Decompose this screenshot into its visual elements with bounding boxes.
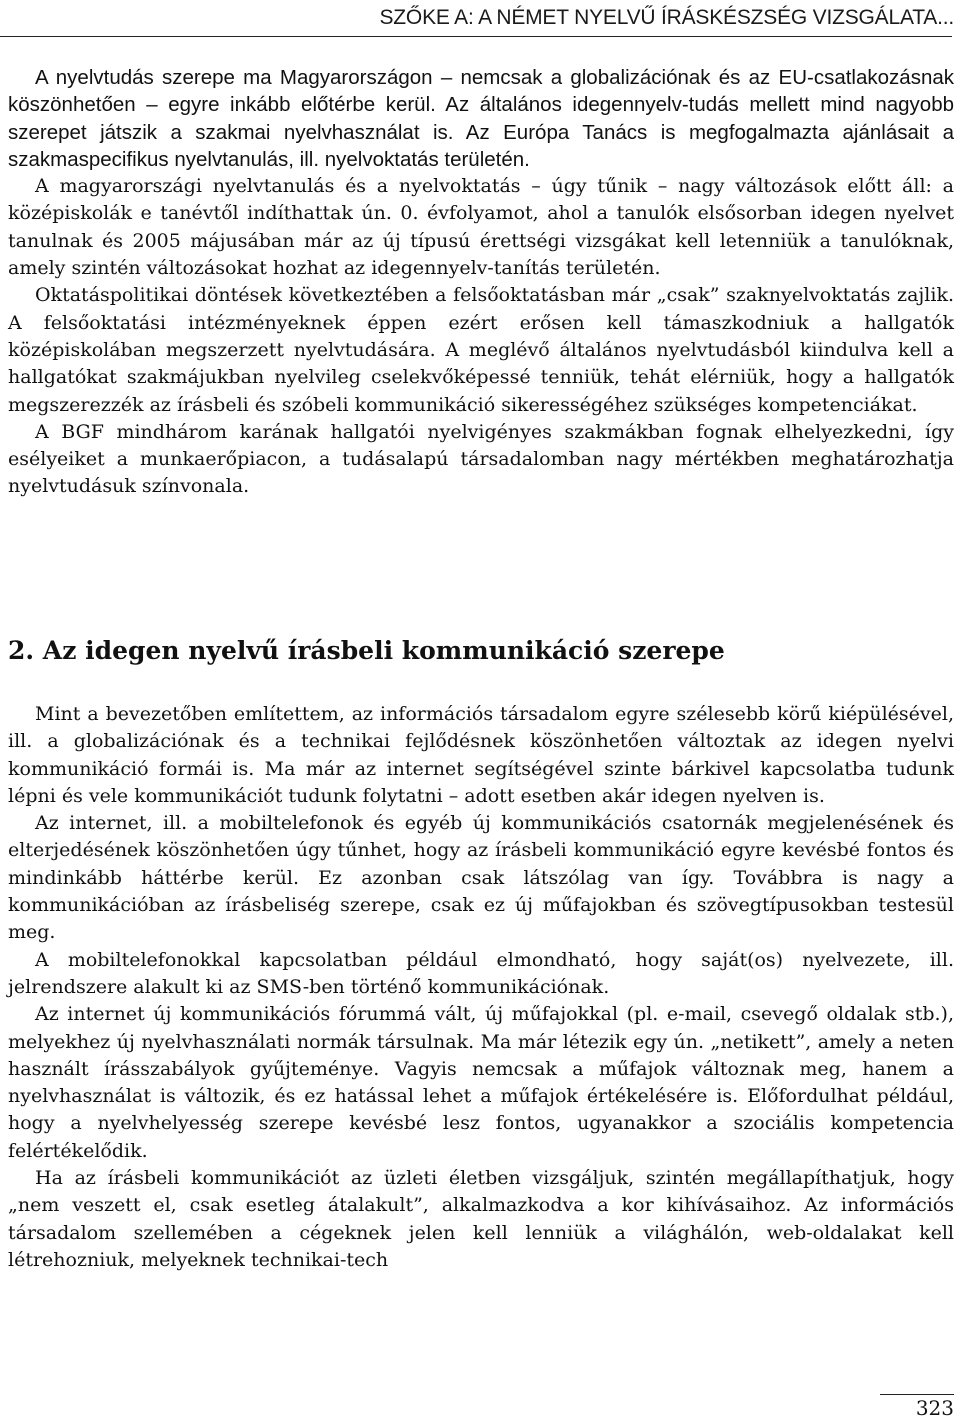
section-paragraph-3: A mobiltelefonokkal kapcsolatban például elmondható, hogy saját(os) nyelvezete, ill. jelrendszere alakult ki az SMS-ben történő kommunikációnak. bbox=[8, 948, 954, 998]
section-paragraph-2: Az internet, ill. a mobiltelefonok és egyéb új kommunikációs csatornák megjelenésének és elterjedésének köszönhetően úgy tűnhet, hogy az írásbeli kommunikáció egyre kevésbé fontos és mindinkább háttérbe kerül. Ez azonban csak látszólag van így. Továbbra is nagy a kommunikációban az írásbeliség szerepe, csak ez új műfajokban és szövegtípusokban testesül meg. bbox=[8, 812, 954, 944]
section-body bbox=[8, 701, 954, 1274]
intro-paragraph-1: A nyelvtudás szerepe ma Magyarországon – nemcsak a globalizációnak és az EU-csatlakozásnak köszönhetően – egyre inkább előtérbe kerül. Az általános idegennyelv-tudás mellett mind nagyobb szerepet játszik a szakmai nyelvhasználat is. Az Európa Tanács is megfogalmazta ajánlásait a szakmaspecifikus nyelvtanulás, ill. nyelvoktatás területén. bbox=[8, 66, 954, 171]
page-number: 323 bbox=[915, 1396, 954, 1420]
section-paragraph-5: Ha az írásbeli kommunikációt az üzleti életben vizsgáljuk, szintén megállapíthatjuk, hogy „nem veszett el, csak esetleg átalakult”, alkalmazkodva a kor kihívásaihoz. Az információs társadalom szellemében a cégeknek jelen kell lenniük a világhálón, web-oldalakat kell létrehozniuk, melyeknek technikai-tech bbox=[8, 1167, 954, 1271]
intro-paragraph-2: A magyarországi nyelvtanulás és a nyelvoktatás – úgy tűnik – nagy változások előtt áll: a középiskolák e tanévtől indíthattak ún. 0. évfolyamot, ahol a tanulók elsősorban idegen nyelvet tanulnak és 2005 májusában már az új típusú érettségi vizsgákat kell letenniük a tanulóknak, amely szintén változásokat hozhat az idegennyelv-tanítás területén. bbox=[8, 175, 954, 280]
header-rule bbox=[0, 36, 952, 37]
footer-rule bbox=[880, 1394, 954, 1395]
running-header: SZŐKE A: A NÉMET NYELVŰ ÍRÁSKÉSZSÉG VIZSGÁLATA... bbox=[379, 6, 954, 29]
section-paragraph-1: Mint a bevezetőben említettem, az információs társadalom egyre szélesebb körű kiépülésével, ill. a globalizációnak és a technikai fejlődésnek köszönhetően változtak az idegen nyelvi kommunikáció formái is. Ma már az internet segítségével szinte bárkivel kapcsolatba tudunk lépni és vele kommunikációt tudunk folytatni – adott esetben akár idegen nyelven is. bbox=[8, 703, 954, 807]
section-heading: 2. Az idegen nyelvű írásbeli kommunikáció szerepe bbox=[8, 636, 725, 665]
intro-paragraph-3: Oktatáspolitikai döntések következtében a felsőoktatásban már „csak” szaknyelvoktatás zajlik. A felsőoktatási intézményeknek éppen ezért erősen kell támaszkodniuk a hallgatók középiskolában megszerzett nyelvtudására. A meglévő általános nyelvtudásból kiindulva kell a hallgatókat szakmájukban nyelvileg cselekvőképessé tenniük, tehát elérniük, hogy a hallgatók megszerezzék az írásbeli és szóbeli kommunikáció sikerességéhez szükséges kompetenciákat. bbox=[8, 284, 954, 416]
intro-paragraph-4: A BGF mindhárom karának hallgatói nyelvigényes szakmákban fognak elhelyezkedni, így esélyeiket a munkaerőpiacon, a tudásalapú társadalomban nagy mértékben meghatározhatja nyelvtudásuk színvonala. bbox=[8, 420, 954, 498]
section-paragraph-4: Az internet új kommunikációs fórummá vált, új műfajokkal (pl. e-mail, csevegő oldalak stb.), melyekhez új nyelvhasználati normák társulnak. Ma már létezik egy ún. „netikett”, amely a neten használt írásszabályok gyűjteménye. Vagyis nemcsak a műfajok változnak meg, hanem a nyelvhasználat is változik, és ez hatással lehet a műfajok értékelésére is. Előfordulhat például, hogy a nyelvhelyesség szerepe kevésbé lesz fontos, ugyanakkor a szociális kompetencia felértékelődik. bbox=[8, 1003, 954, 1162]
intro-section bbox=[8, 64, 954, 501]
